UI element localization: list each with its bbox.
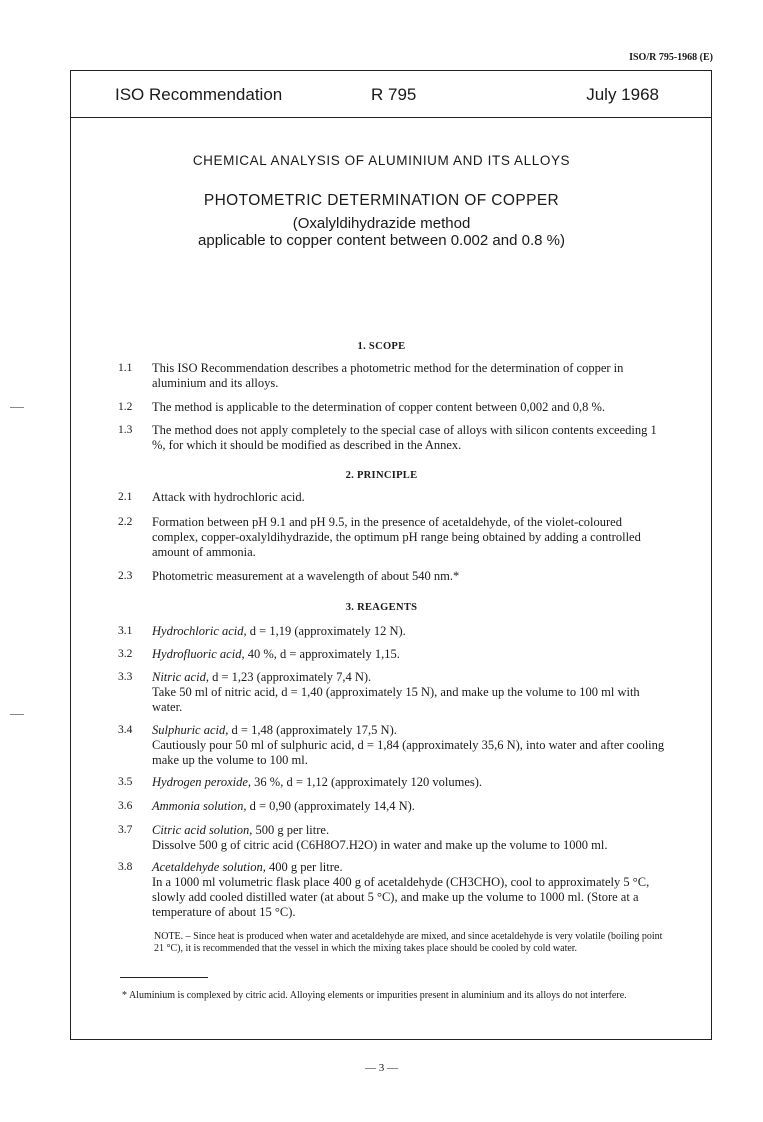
item-text (152, 775, 667, 790)
title-line-4: applicable to copper content between 0.002 and 0.8 %) (198, 232, 565, 249)
document-reference: ISO/R 795-1968 (E) (629, 52, 713, 63)
page-number: — 3 — (365, 1062, 398, 1074)
reagent-name: Citric acid solution, (152, 823, 253, 837)
reagent-spec: 500 g per litre. (252, 823, 330, 837)
header-title: ISO Recommendation (115, 85, 283, 104)
item-text (152, 799, 667, 814)
reagent-spec: 36 %, d = 1,12 (approximately 120 volumes). (251, 775, 483, 789)
item-text (152, 860, 667, 920)
item-number: 1.1 (118, 362, 133, 374)
reagent-name: Hydrogen peroxide, (152, 775, 252, 789)
reagent-name: Ammonia solution, (152, 799, 247, 813)
item-text (152, 723, 667, 768)
title-line-2: PHOTOMETRIC DETERMINATION OF COPPER (203, 192, 560, 209)
item-text: Photometric measurement at a wavelength of about 540 nm.* (152, 569, 460, 583)
footnote: * Aluminium is complexed by citric acid. Alloying elements or impurities present in aluminium and its alloys do not interfere. (122, 990, 627, 1001)
header-date: July 1968 (586, 85, 659, 104)
title-line-1: CHEMICAL ANALYSIS OF ALUMINIUM AND ITS ALLOYS (192, 153, 571, 168)
reagent-spec: 400 g per litre. (265, 860, 343, 874)
reagent-spec: d = 0,90 (approximately 14,4 N). (246, 799, 415, 813)
section-heading-reagents: 3. REAGENTS (345, 602, 418, 613)
item-text: The method is applicable to the determination of copper content between 0,002 and 0,8 %. (152, 400, 605, 414)
item-text: Formation between pH 9.1 and pH 9.5, in the presence of acetaldehyde, of the violet-coloured complex, copper-oxalyldihydrazide, the optimum pH range being obtained by adding a controlled amount of ammonia. (152, 515, 641, 559)
item-text (152, 647, 667, 662)
reagent-prep: Dissolve 500 g of citric acid (C6H8O7.H2O) in water and make up the volume to 1000 ml. (152, 838, 608, 852)
item-text (152, 624, 667, 639)
item-number: 3.4 (118, 724, 133, 736)
footnote-divider (120, 977, 208, 978)
item-number: 3.5 (118, 776, 133, 788)
reagent-name: Hydrochloric acid, (152, 624, 247, 638)
reagent-name: Acetaldehyde solution, (152, 860, 266, 874)
reagent-prep: In a 1000 ml volumetric flask place 400 g of acetaldehyde (CH3CHO), cool to approximately 5 °C, slowly add cooled distilled water (at about 5 °C), and make up the volume to 1000 ml. (Store at a temperature of about 15 °C). (152, 875, 650, 919)
reagent-spec: d = 1,23 (approximately 7,4 N). (208, 670, 372, 684)
item-number: 1.3 (118, 424, 133, 436)
header-bar (71, 71, 711, 118)
item-number: 3.7 (118, 824, 133, 836)
item-number: 3.6 (118, 800, 133, 812)
reagent-name: Sulphuric acid, (152, 723, 229, 737)
item-number: 2.2 (118, 516, 133, 528)
margin-mark (10, 714, 24, 715)
reagent-prep: Cautiously pour 50 ml of sulphuric acid, d = 1,84 (approximately 35,6 N), into water and after cooling make up the volume to 100 ml. (152, 738, 665, 767)
item-text (152, 670, 667, 715)
reagent-name: Nitric acid, (152, 670, 209, 684)
item-number: 3.8 (118, 861, 133, 873)
reagent-name: Hydrofluoric acid, (152, 647, 245, 661)
reagent-spec: d = 1,48 (approximately 17,5 N). (228, 723, 397, 737)
margin-mark (10, 407, 24, 408)
reagent-spec: d = 1,19 (approximately 12 N). (246, 624, 406, 638)
header-number: R 795 (371, 85, 417, 104)
item-number: 3.1 (118, 625, 133, 637)
item-text (152, 823, 667, 853)
section-heading-scope: 1. SCOPE (357, 341, 406, 352)
reagent-spec: 40 %, d = approximately 1,15. (244, 647, 400, 661)
item-number: 1.2 (118, 401, 133, 413)
section-heading-principle: 2. PRINCIPLE (345, 470, 418, 481)
item-text: This ISO Recommendation describes a photometric method for the determination of copper in aluminium and its alloys. (152, 361, 624, 390)
item-text: The method does not apply completely to the special case of alloys with silicon contents exceeding 1 %, for which it should be modified as described in the Annex. (152, 423, 657, 452)
item-number: 3.2 (118, 648, 133, 660)
item-number: 2.1 (118, 491, 133, 503)
item-number: 3.3 (118, 671, 133, 683)
item-number: 2.3 (118, 570, 133, 582)
title-line-3: (Oxalyldihydrazide method (292, 215, 471, 232)
item-text: Attack with hydrochloric acid. (152, 490, 305, 504)
reagent-prep: Take 50 ml of nitric acid, d = 1,40 (approximately 15 N), and make up the volume to 100 ml with water. (152, 685, 640, 714)
note-text: NOTE. – Since heat is produced when water and acetaldehyde are mixed, and since acetaldehyde is very volatile (boiling point 21 °C), it is recommended that the vessel in which the mixing takes place should be cooled by cold water. (154, 931, 663, 954)
